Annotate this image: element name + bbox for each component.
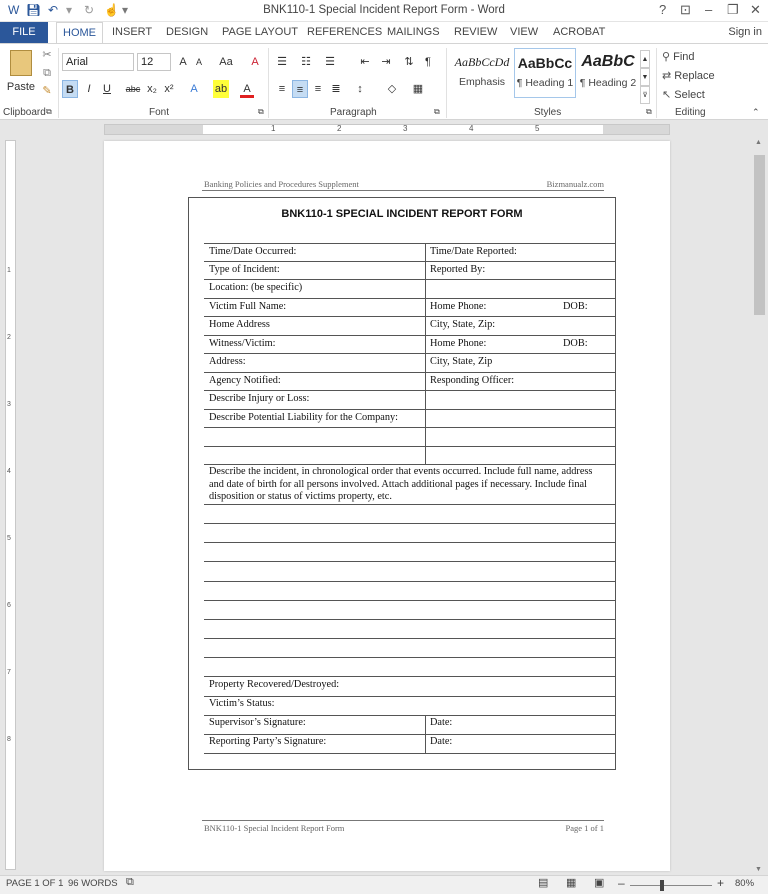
field-type-of-incident: Type of Incident:	[209, 264, 280, 275]
writing-line	[204, 715, 616, 716]
field-city-state-zip: City, State, Zip:	[430, 319, 496, 330]
ruler-number: 8	[7, 736, 11, 743]
tab-acrobat[interactable]: ACROBAT	[553, 26, 606, 38]
tab-mailings[interactable]: MAILINGS	[387, 26, 440, 38]
styles-scroll-up-icon[interactable]: ▲	[640, 50, 650, 68]
styles-group-label: Styles	[534, 107, 562, 118]
customize-qat-icon[interactable]: ▾	[122, 3, 129, 17]
table-rule	[204, 409, 616, 410]
style-sample: AaBbCc	[517, 55, 573, 71]
table-rule	[204, 464, 616, 465]
undo-dropdown-icon[interactable]: ▾	[66, 3, 73, 17]
select-button[interactable]	[662, 86, 705, 104]
italic-button[interactable]: I	[87, 83, 91, 95]
field-home-address: Home Address	[209, 319, 270, 330]
sort-icon[interactable]: ⇅	[404, 56, 414, 68]
decrease-indent-icon[interactable]: ⇤	[360, 56, 370, 68]
font-launcher-icon[interactable]: ⧉	[258, 107, 264, 116]
style-emphasis[interactable]	[450, 48, 514, 98]
align-left-icon[interactable]: ≡	[278, 83, 286, 95]
ruler-number: 4	[7, 468, 11, 475]
page-header-left: Banking Policies and Procedures Supplement	[204, 179, 359, 189]
web-layout-icon[interactable]: ▣	[594, 877, 605, 889]
writing-line	[204, 676, 616, 677]
field-witness-victim: Witness/Victim:	[209, 338, 276, 349]
vertical-ruler[interactable]	[5, 140, 16, 870]
ruler-bar	[104, 124, 670, 135]
vertical-scrollbar[interactable]	[751, 137, 768, 875]
group-separator	[268, 48, 269, 118]
writing-line	[204, 638, 616, 639]
style-name: ¶ Heading 2	[579, 77, 637, 89]
redo-icon[interactable]: ↻	[84, 3, 95, 17]
horizontal-ruler[interactable]	[0, 121, 768, 137]
tab-home[interactable]: HOME	[56, 22, 103, 44]
editing-group-label: Editing	[675, 107, 706, 118]
incident-report-form	[188, 197, 616, 770]
document-page[interactable]	[104, 141, 670, 871]
sign-in-link[interactable]: Sign in	[728, 26, 762, 38]
line-spacing-icon[interactable]: ↕	[357, 83, 363, 95]
grow-font-icon[interactable]: A	[179, 56, 187, 68]
tab-view[interactable]: VIEW	[510, 26, 539, 38]
word-logo-icon: W	[8, 3, 20, 17]
status-bar	[0, 875, 768, 894]
clipboard-group-label: Clipboard	[3, 107, 46, 118]
table-rule	[204, 390, 616, 391]
copy-icon[interactable]: ⧉	[43, 67, 51, 79]
paste-icon[interactable]	[10, 50, 32, 76]
window-title: BNK110-1 Special Incident Report Form - Word	[263, 4, 505, 16]
word-count-status[interactable]: 96 WORDS	[68, 878, 118, 889]
writing-line	[204, 600, 616, 601]
table-rule	[204, 279, 616, 280]
bold-button[interactable]: B	[62, 80, 78, 98]
writing-line	[204, 696, 616, 697]
borders-icon[interactable]: ▦	[412, 83, 424, 95]
style-name: ¶ Heading 1	[516, 77, 574, 89]
writing-line	[204, 561, 616, 562]
cut-icon[interactable]: ✂	[42, 49, 52, 61]
field-witness-home-phone: Home Phone:	[430, 338, 487, 349]
form-title: BNK110-1 SPECIAL INCIDENT REPORT FORM	[281, 208, 523, 220]
replace-icon: ⇄	[662, 70, 672, 82]
style-name: Emphasis	[458, 76, 506, 88]
field-time-date-reported: Time/Date Reported:	[430, 246, 517, 257]
style-heading-1[interactable]	[514, 48, 576, 98]
increase-indent-icon[interactable]: ⇥	[381, 56, 391, 68]
field-agency-notified: Agency Notified:	[209, 375, 281, 386]
table-rule	[204, 353, 616, 354]
tab-page-layout[interactable]: PAGE LAYOUT	[222, 26, 299, 38]
shrink-font-icon[interactable]: A	[195, 57, 202, 67]
signature-column-divider	[425, 715, 426, 753]
field-reported-by: Reported By:	[430, 264, 486, 275]
writing-line	[204, 504, 616, 505]
zoom-out-button[interactable]: –	[618, 876, 625, 890]
undo-icon[interactable]: ↶	[48, 3, 59, 17]
table-rule	[204, 372, 616, 373]
paragraph-group-label: Paragraph	[330, 107, 377, 118]
paste-button[interactable]: Paste	[6, 81, 36, 93]
group-separator	[58, 48, 59, 118]
field-victim-full-name: Victim Full Name:	[209, 301, 287, 312]
ruler-right-margin	[603, 125, 669, 134]
table-rule	[204, 446, 616, 447]
save-icon[interactable]: 💾︎	[26, 3, 42, 17]
superscript-button[interactable]: x²	[164, 83, 174, 95]
styles-launcher-icon[interactable]: ⧉	[646, 107, 652, 116]
highlight-icon[interactable]: ab	[213, 80, 229, 98]
table-rule	[204, 335, 616, 336]
page-count-status[interactable]: PAGE 1 OF 1	[6, 878, 64, 889]
tab-references[interactable]: REFERENCES	[307, 26, 383, 38]
binoculars-icon: ⚲	[662, 51, 671, 63]
tab-file[interactable]: FILE	[0, 22, 48, 43]
ruler-number: 5	[7, 535, 11, 542]
print-layout-icon[interactable]: ▦	[566, 877, 577, 889]
select-cursor-icon: ↖	[662, 89, 672, 101]
paragraph-launcher-icon[interactable]: ⧉	[434, 107, 440, 116]
page-footer-left: BNK110-1 Special Incident Report Form	[204, 823, 345, 833]
ruler-number: 3	[403, 124, 408, 133]
clear-formatting-icon[interactable]: A	[251, 56, 259, 68]
field-address: Address:	[209, 356, 246, 367]
replace-button[interactable]	[662, 67, 715, 85]
style-sample: AaBbCcDd	[454, 55, 510, 69]
field-witness-dob: DOB:	[563, 338, 588, 349]
select-label: Select	[674, 89, 705, 101]
tab-design[interactable]: DESIGN	[166, 26, 209, 38]
ruler-number: 7	[7, 669, 11, 676]
field-time-date-occurred: Time/Date Occurred:	[209, 246, 297, 257]
styles-scroll-down-icon[interactable]: ▼	[640, 68, 650, 86]
scroll-up-icon[interactable]: ▲	[755, 139, 762, 146]
numbering-icon[interactable]: ☷	[301, 56, 311, 68]
align-center-icon[interactable]: ≡	[292, 80, 308, 98]
field-witness-city-state-zip: City, State, Zip	[430, 356, 493, 367]
underline-button[interactable]: U	[103, 83, 111, 95]
zoom-in-button[interactable]: +	[717, 876, 725, 890]
help-button[interactable]: ?	[659, 2, 667, 17]
ruler-number: 1	[7, 267, 11, 274]
field-responding-officer: Responding Officer:	[430, 375, 515, 386]
field-reporting-date: Date:	[430, 736, 453, 747]
field-victim-status: Victim’s Status:	[209, 698, 275, 709]
table-column-divider	[425, 243, 426, 464]
footer-rule	[202, 820, 604, 821]
font-group-label: Font	[149, 107, 170, 118]
show-formatting-icon[interactable]: ¶	[425, 56, 431, 68]
table-rule	[204, 261, 616, 262]
style-sample: AaBbC	[581, 53, 635, 70]
field-reporting-party-signature: Reporting Party’s Signature:	[209, 736, 327, 747]
bullets-icon[interactable]: ☰	[277, 56, 287, 68]
scrollbar-thumb[interactable]	[754, 155, 765, 315]
text-effects-icon[interactable]: A	[190, 83, 198, 95]
field-supervisor-date: Date:	[430, 717, 453, 728]
font-color-icon[interactable]: A	[240, 80, 254, 98]
tab-insert[interactable]: INSERT	[112, 26, 153, 38]
writing-line	[204, 734, 616, 735]
styles-more-icon[interactable]: ⊽	[640, 86, 650, 104]
writing-line	[204, 619, 616, 620]
restore-button[interactable]: ❐	[727, 2, 739, 17]
style-heading-2[interactable]	[576, 48, 640, 98]
field-property-recovered: Property Recovered/Destroyed:	[209, 679, 340, 690]
table-rule	[204, 298, 616, 299]
subscript-button[interactable]: x₂	[147, 83, 157, 95]
multilevel-list-icon[interactable]: ☰	[325, 56, 335, 68]
header-rule	[202, 190, 604, 191]
zoom-slider-track[interactable]	[630, 885, 712, 886]
field-victim-home-phone: Home Phone:	[430, 301, 487, 312]
justify-icon[interactable]: ≣	[331, 83, 341, 95]
ruler-number: 2	[337, 124, 342, 133]
describe-incident-instructions: Describe the incident, in chronological order that events occurred. Include full name, address and date of birth for all persons involved. Attach additional pages if necessary. Include final disposition or status of victims property, etc.	[209, 466, 593, 503]
ruler-left-margin	[105, 125, 203, 134]
group-separator	[656, 48, 657, 118]
align-right-icon[interactable]: ≡	[314, 83, 322, 95]
writing-line	[204, 523, 616, 524]
writing-line	[204, 657, 616, 658]
ribbon-tabs	[0, 22, 768, 43]
tab-review[interactable]: REVIEW	[454, 26, 498, 38]
close-button[interactable]: ✕	[750, 2, 761, 17]
strikethrough-button[interactable]: abc	[125, 84, 141, 94]
find-label: Find	[673, 51, 695, 63]
ruler-number: 6	[7, 602, 11, 609]
table-rule	[204, 243, 616, 244]
proofing-icon[interactable]: ⧉	[126, 876, 134, 888]
writing-line	[204, 581, 616, 582]
ribbon-display-options-icon[interactable]: ⊡	[680, 2, 691, 17]
writing-line	[204, 542, 616, 543]
minimize-button[interactable]: –	[705, 2, 713, 17]
table-rule	[204, 427, 616, 428]
zoom-slider-thumb[interactable]	[660, 880, 664, 891]
zoom-level[interactable]: 80%	[735, 878, 755, 889]
writing-line	[204, 753, 616, 754]
group-separator	[446, 48, 447, 118]
page-footer-right: Page 1 of 1	[565, 823, 604, 833]
ruler-number: 4	[469, 124, 474, 133]
page-header-right: Bizmanualz.com	[546, 179, 604, 189]
font-size-combo[interactable]: 12	[137, 53, 171, 71]
format-painter-icon[interactable]: ✎	[42, 85, 52, 97]
clipboard-launcher-icon[interactable]: ⧉	[46, 107, 52, 116]
touch-mode-icon[interactable]: ☝	[104, 3, 119, 17]
field-victim-dob: DOB:	[563, 301, 588, 312]
field-supervisor-signature: Supervisor’s Signature:	[209, 717, 306, 728]
ruler-number: 3	[7, 401, 11, 408]
ruler-number: 1	[271, 124, 276, 133]
shading-icon[interactable]: ◇	[387, 83, 397, 95]
font-family-combo[interactable]: Arial	[62, 53, 134, 71]
table-rule	[204, 316, 616, 317]
title-bar	[0, 0, 768, 22]
field-describe-injury: Describe Injury or Loss:	[209, 393, 310, 404]
replace-label: Replace	[674, 70, 715, 82]
collapse-ribbon-icon[interactable]: ⌃	[752, 107, 760, 117]
find-button[interactable]	[662, 48, 695, 66]
field-location: Location: (be specific)	[209, 282, 303, 293]
read-mode-icon[interactable]: ▤	[538, 877, 549, 889]
ruler-number: 2	[7, 334, 11, 341]
ribbon	[0, 43, 768, 120]
scroll-down-icon[interactable]: ▼	[755, 866, 762, 873]
ruler-number: 5	[535, 124, 540, 133]
change-case-button[interactable]: Aa	[219, 56, 233, 68]
field-describe-liability: Describe Potential Liability for the Company:	[209, 412, 399, 423]
